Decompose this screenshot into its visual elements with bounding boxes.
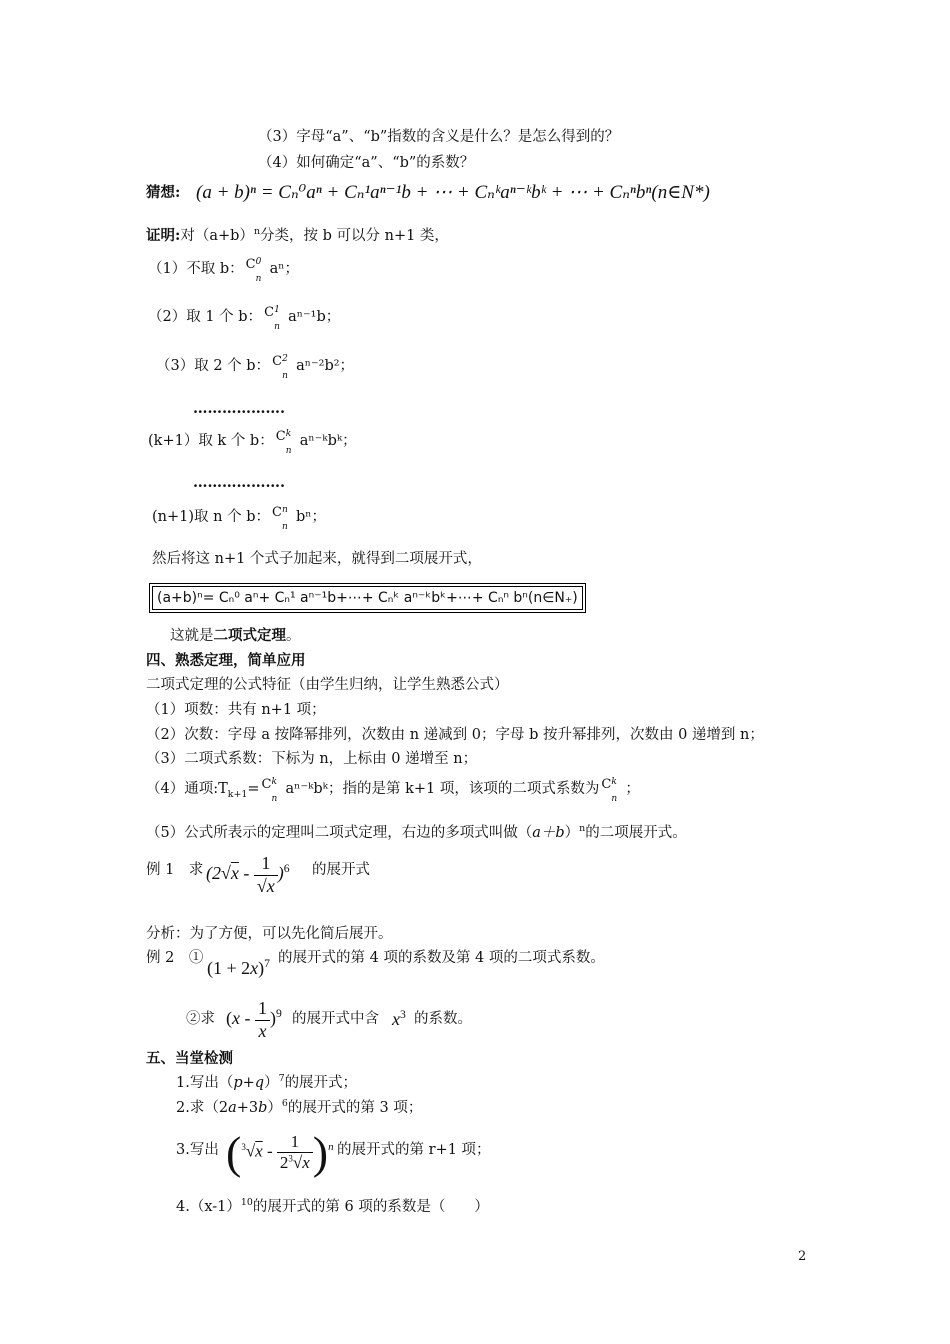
case-1 [148, 257, 300, 284]
features-intro: 二项式定理的公式特征（由学生归纳，让学生熟悉公式） [146, 677, 509, 693]
sum-line: 然后将这 n+1 个式子加起来，就得到二项展开式， [152, 551, 482, 567]
example-1-suffix: 的展开式 [312, 862, 370, 878]
test-2-a: 2.求（2 [176, 1100, 229, 1116]
case-2 [148, 305, 341, 332]
example-2b-mid: 的展开式中含 [292, 1011, 379, 1027]
combination-symbol: C 0 n [245, 257, 262, 284]
combination-symbol: C k n [261, 777, 278, 804]
test-1-pq: p+q [233, 1075, 265, 1091]
guess-formula: (a + b)ⁿ = Cₙ⁰aⁿ + Cₙ¹aⁿ⁻¹b + ⋯ + Cₙᵏaⁿ⁻ᵏbᵏ + ⋯ + Cₙⁿbⁿ(n∈N*) [196, 182, 710, 203]
combination-symbol: C n n [271, 505, 288, 532]
guess-label: 猜想: [146, 184, 181, 201]
test-4-a: 4.（x-1） [176, 1199, 241, 1215]
test-3-suffix: 的展开式的第 r+1 项； [337, 1142, 491, 1158]
section-5-heading: 五、当堂检测 [146, 1050, 233, 1067]
case-2-prefix: （2）取 1 个 b： [148, 309, 263, 325]
feature-1: （1）项数：共有 n+1 项； [146, 702, 326, 718]
case-n-suffix: bⁿ； [295, 509, 327, 525]
combination-symbol: C k n [275, 429, 292, 456]
question-3: （3）字母“a”、“b”指数的含义是什么？是怎么得到的？ [258, 129, 620, 145]
test-4 [176, 1199, 489, 1216]
combination-symbol: C 2 n [272, 354, 288, 381]
case-k-suffix: aⁿ⁻ᵏbᵏ； [299, 433, 357, 449]
feature-4-sub: k+1 [227, 788, 248, 800]
test-2-b: +3 [236, 1100, 259, 1116]
theorem-prefix: 这就是 [170, 628, 214, 644]
case-3-prefix: （3）取 2 个 b： [156, 358, 271, 374]
proof-sup: n [253, 226, 260, 238]
theorem-suffix: 。 [286, 628, 301, 644]
test-2-d: 的展开式的第 3 项； [287, 1100, 423, 1116]
ellipsis-1: ………………. [193, 400, 286, 417]
proof-text: 对（a+b） [180, 228, 254, 244]
feature-4-a: （4）通项:T [146, 781, 228, 797]
feature-2: （2）次数：字母 a 按降幂排列，次数由 n 递减到 0；字母 b 按升幂排列，次数由 0 递增到 n； [146, 727, 764, 743]
case-1-prefix: （1）不取 b： [148, 261, 244, 277]
feature-5 [146, 825, 687, 842]
feature-5-sup: n [579, 823, 586, 835]
case-n-prefix: (n+1)取 n 个 b： [152, 509, 270, 525]
page-number: 2 [798, 1249, 807, 1264]
example-2b-expression: (x - $\frac{1}{x}$ )$^9$ [226, 998, 282, 1041]
test-1-a: 1.写出（ [176, 1075, 234, 1091]
proof-text-2: 分类，按 b 可以分 n+1 类， [260, 228, 449, 244]
case-k-prefix: (k+1）取 k 个 b： [148, 433, 274, 449]
case-n [152, 505, 327, 532]
example-2b-suffix: 的系数。 [414, 1011, 472, 1027]
proof-line [146, 227, 449, 245]
example-2: 例 2 ① [146, 950, 204, 966]
feature-5-b: ） [564, 825, 580, 841]
example-1 [146, 862, 203, 879]
test-2-sup: 6 [281, 1098, 288, 1110]
analysis: 分析：为了方便，可以先化简后展开。 [146, 926, 393, 942]
example-1-expression: (2√x - $\frac{1}{√x}$ )$^6$ [206, 853, 290, 896]
test-3-label: 3.写出 [176, 1142, 219, 1158]
feature-4-d: ； [625, 781, 640, 797]
test-2 [176, 1100, 422, 1117]
feature-3: （3）二项式系数：下标为 n，上标由 0 递增至 n； [146, 751, 478, 767]
feature-5-ab: a＋b [532, 825, 565, 841]
test-3-expression: ($^3$√x - $\frac{1}{2^3√x}$ )$^n$ [226, 1127, 334, 1178]
example-1-label: 例 1 求 [146, 862, 204, 878]
example-2-expression: $(1 + 2x)^7$ [207, 957, 270, 978]
combination-symbol: C 1 n [264, 305, 280, 332]
theorem-line [170, 627, 301, 645]
test-1 [176, 1075, 357, 1092]
case-2-suffix: aⁿ⁻¹b； [288, 309, 341, 325]
example-2-suffix: 的展开式的第 4 项的系数及第 4 项的二项式系数。 [278, 950, 605, 966]
example-2b-label: ②求 [186, 1011, 215, 1027]
case-1-suffix: aⁿ； [269, 261, 300, 277]
case-3 [156, 354, 355, 381]
x-cubed: $x^3$ [392, 1008, 406, 1029]
test-2-c: ） [267, 1100, 282, 1116]
test-2-a2: a [228, 1100, 237, 1116]
binomial-theorem-box: (a+b)ⁿ= Cₙ⁰ aⁿ+ Cₙ¹ aⁿ⁻¹b+⋯+ Cₙᵏ aⁿ⁻ᵏbᵏ+⋯+ Cₙⁿ bⁿ(n∈N₊) [152, 586, 583, 610]
ellipsis-2: ………………. [193, 474, 286, 491]
feature-4-c: aⁿ⁻ᵏbᵏ；指的是第 k+1 项，该项的二项式系数为 [285, 781, 600, 797]
test-4-sup: 10 [240, 1197, 253, 1209]
test-4-b: 的展开式的第 6 项的系数是（ ） [252, 1199, 489, 1215]
feature-4-b: = [247, 781, 260, 797]
feature-4 [146, 777, 640, 804]
section-4-heading: 四、熟悉定理，简单应用 [146, 652, 306, 669]
test-2-b2: b [258, 1100, 268, 1116]
test-1-sup: 7 [278, 1073, 285, 1085]
feature-5-a: （5）公式所表示的定理叫二项式定理，右边的多项式叫做（ [146, 825, 533, 841]
test-1-b: ） [264, 1075, 279, 1091]
feature-5-c: 的二项展开式。 [585, 825, 687, 841]
question-4: （4）如何确定“a”、“b”的系数？ [258, 155, 475, 171]
proof-label: 证明: [146, 227, 181, 244]
case-3-suffix: aⁿ⁻²b²； [296, 358, 355, 374]
test-1-c: 的展开式； [284, 1075, 358, 1091]
combination-symbol: C k n [601, 777, 618, 804]
case-k [148, 429, 357, 456]
theorem-name: 二项式定理 [213, 627, 286, 644]
